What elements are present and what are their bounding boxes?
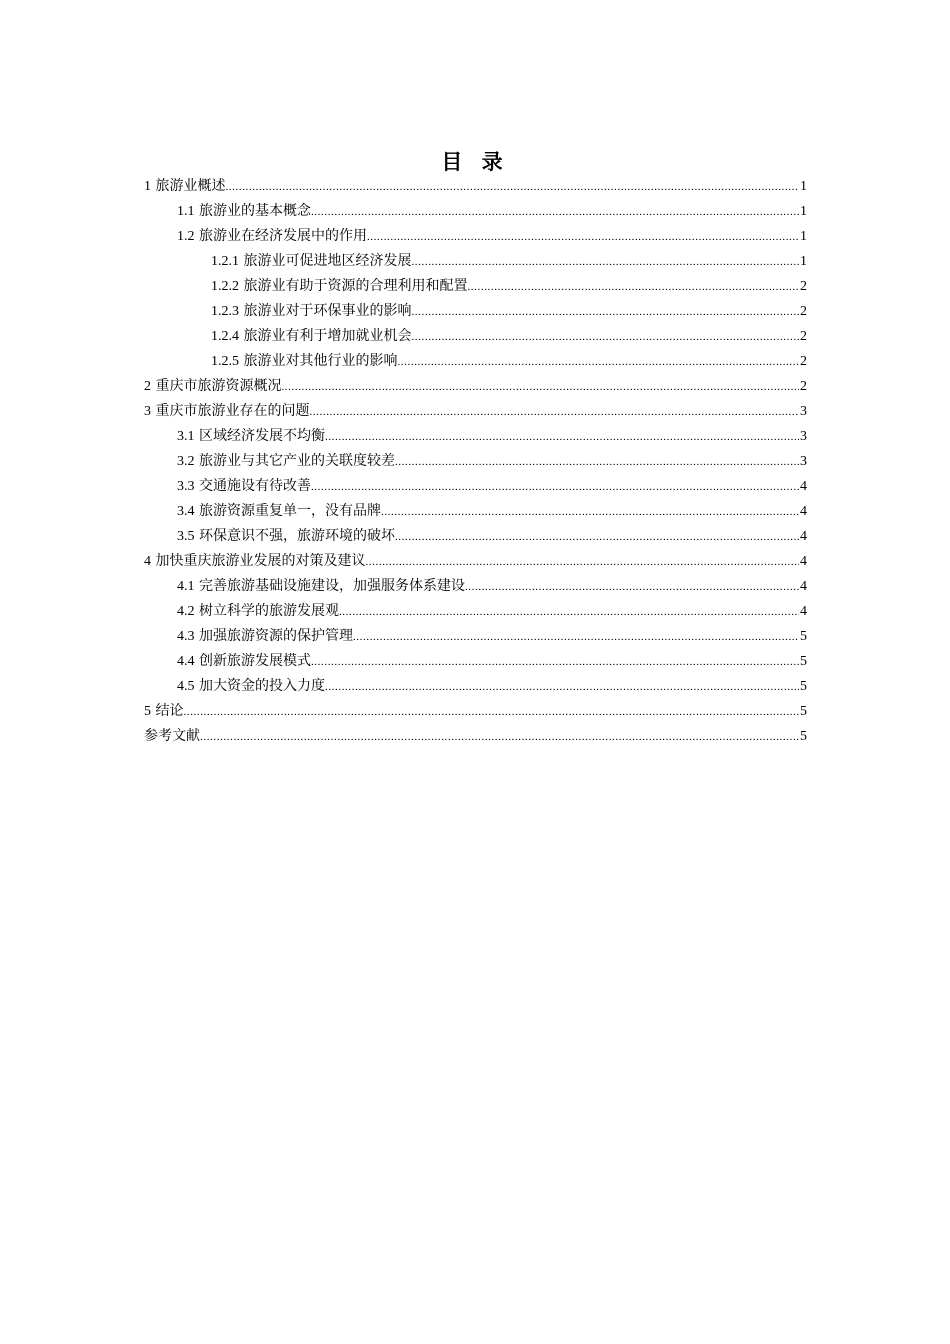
toc-entry-number: 4 (144, 554, 151, 569)
toc-entry[interactable] (144, 374, 807, 399)
toc-entry[interactable] (144, 474, 807, 499)
toc-title: 目 录 (441, 149, 509, 174)
toc-entry-title: 树立科学的旅游发展观 (198, 603, 339, 619)
toc-entry-label (211, 324, 411, 349)
toc-page-number: 5 (800, 704, 807, 719)
toc-entry-title: 加强旅游资源的保护管理 (198, 628, 353, 644)
toc-entry-label (177, 424, 325, 449)
toc-entry-label (144, 174, 225, 199)
toc-dot-leader (339, 599, 799, 624)
toc-entry-title: 旅游业对于环保事业的影响 (243, 303, 412, 319)
toc-entry-title: 旅游业有助于资源的合理利用和配置 (243, 278, 468, 294)
toc-entry-number: 1.2.1 (211, 254, 239, 269)
toc-entry-title: 参考文献 (144, 728, 200, 744)
toc-entry-title: 创新旅游发展模式 (198, 653, 311, 669)
toc-page-number: 3 (800, 429, 807, 444)
toc-entry-title: 旅游业概述 (155, 178, 226, 194)
toc-entry-label (177, 574, 465, 599)
toc-page-number: 4 (800, 529, 807, 544)
toc-dot-leader (465, 574, 799, 599)
toc-entry-number: 3.2 (177, 454, 195, 469)
toc-entry-number: 1.2.5 (211, 354, 239, 369)
toc-entry-label (211, 274, 467, 299)
toc-page-number: 1 (800, 229, 807, 244)
toc-entry-number: 1 (144, 179, 151, 194)
toc-page-number: 3 (800, 454, 807, 469)
toc-dot-leader (325, 674, 799, 699)
toc-entry-title: 结论 (155, 703, 184, 719)
toc-entry[interactable] (144, 274, 807, 299)
toc-entry-title: 完善旅游基础设施建设，加强服务体系建设 (198, 578, 465, 594)
toc-page-number: 2 (800, 329, 807, 344)
toc-entry-label (144, 399, 309, 424)
toc-dot-leader (381, 499, 799, 524)
toc-entry[interactable] (144, 424, 807, 449)
toc-entry-label (177, 499, 381, 524)
toc-entry-title: 旅游业对其他行业的影响 (243, 353, 398, 369)
toc-entry[interactable] (144, 674, 807, 699)
toc-entry-title: 旅游业与其它产业的关联度较差 (198, 453, 395, 469)
toc-entry-label (177, 599, 339, 624)
toc-entry-number: 5 (144, 704, 151, 719)
toc-entry-label (144, 374, 281, 399)
toc-entry-title: 旅游业可促进地区经济发展 (243, 253, 412, 269)
toc-entry[interactable] (144, 524, 807, 549)
toc-entry[interactable] (144, 549, 807, 574)
toc-entry-label (211, 349, 397, 374)
toc-dot-leader (311, 199, 799, 224)
toc-entry-number: 3 (144, 404, 151, 419)
toc-dot-leader (311, 649, 799, 674)
toc-entry-title: 区域经济发展不均衡 (198, 428, 325, 444)
toc-entry-label (177, 624, 353, 649)
toc-entry-number: 1.2.4 (211, 329, 239, 344)
toc-entry[interactable] (144, 599, 807, 624)
toc-entry-title: 旅游资源重复单一，没有品牌 (198, 503, 381, 519)
toc-entry[interactable] (144, 449, 807, 474)
toc-entry[interactable] (144, 249, 807, 274)
toc-entry[interactable] (144, 399, 807, 424)
toc-entry[interactable] (144, 724, 807, 749)
toc-dot-leader (395, 449, 799, 474)
toc-entry-label (177, 474, 311, 499)
toc-page-number: 1 (800, 179, 807, 194)
toc-entry-number: 3.1 (177, 429, 195, 444)
toc-entry-number: 2 (144, 379, 151, 394)
table-of-contents (144, 174, 807, 749)
toc-dot-leader (311, 474, 799, 499)
toc-entry-number: 4.3 (177, 629, 195, 644)
toc-dot-leader (411, 324, 799, 349)
toc-entry-label (177, 449, 395, 474)
toc-page-number: 4 (800, 554, 807, 569)
toc-dot-leader (411, 249, 799, 274)
toc-dot-leader (367, 224, 799, 249)
toc-entry[interactable] (144, 499, 807, 524)
toc-entry-title: 交通施设有待改善 (198, 478, 311, 494)
toc-dot-leader (353, 624, 799, 649)
toc-entry-number: 1.1 (177, 204, 195, 219)
toc-entry-title: 加快重庆旅游业发展的对策及建议 (155, 553, 366, 569)
toc-entry-label (177, 649, 311, 674)
toc-dot-leader (365, 549, 799, 574)
toc-page-number: 5 (800, 729, 807, 744)
toc-dot-leader (281, 374, 799, 399)
toc-entry[interactable] (144, 574, 807, 599)
toc-page-number: 5 (800, 654, 807, 669)
toc-entry[interactable] (144, 199, 807, 224)
toc-entry-label (177, 674, 325, 699)
toc-dot-leader (309, 399, 799, 424)
toc-entry-number: 3.3 (177, 479, 195, 494)
toc-entry-title: 环保意识不强，旅游环境的破坏 (198, 528, 395, 544)
toc-page-number: 4 (800, 504, 807, 519)
toc-dot-leader (397, 349, 799, 374)
toc-page-number: 3 (800, 404, 807, 419)
toc-entry-title: 旅游业在经济发展中的作用 (198, 228, 367, 244)
toc-entry-number: 1.2.3 (211, 304, 239, 319)
toc-entry[interactable] (144, 224, 807, 249)
toc-dot-leader (183, 699, 799, 724)
toc-entry-label (144, 724, 200, 749)
toc-entry[interactable] (144, 174, 807, 199)
toc-page-number: 1 (800, 254, 807, 269)
toc-entry-label (144, 549, 365, 574)
toc-entry-label (144, 699, 183, 724)
toc-page-number: 4 (800, 479, 807, 494)
toc-dot-leader (467, 274, 799, 299)
toc-entry-number: 3.5 (177, 529, 195, 544)
toc-entry-number: 1.2.2 (211, 279, 239, 294)
toc-dot-leader (411, 299, 799, 324)
toc-page-number: 2 (800, 354, 807, 369)
toc-entry-title: 旅游业的基本概念 (198, 203, 311, 219)
toc-dot-leader (225, 174, 799, 199)
toc-page-number: 5 (800, 679, 807, 694)
toc-entry[interactable] (144, 349, 807, 374)
toc-dot-leader (395, 524, 799, 549)
toc-entry-title: 旅游业有利于增加就业机会 (243, 328, 412, 344)
toc-entry-label (177, 224, 367, 249)
toc-entry-label (211, 249, 411, 274)
toc-entry[interactable] (144, 649, 807, 674)
toc-dot-leader (325, 424, 799, 449)
toc-entry-number: 4.5 (177, 679, 195, 694)
toc-entry-label (211, 299, 411, 324)
toc-entry-number: 1.2 (177, 229, 195, 244)
toc-page-number: 2 (800, 379, 807, 394)
toc-entry-title: 重庆市旅游业存在的问题 (155, 403, 310, 419)
toc-entry-label (177, 199, 311, 224)
toc-entry[interactable] (144, 299, 807, 324)
toc-entry-number: 4.2 (177, 604, 195, 619)
toc-entry[interactable] (144, 699, 807, 724)
toc-entry-number: 4.4 (177, 654, 195, 669)
toc-entry[interactable] (144, 324, 807, 349)
toc-entry-label (177, 524, 395, 549)
toc-dot-leader (200, 724, 799, 749)
toc-page-number: 4 (800, 579, 807, 594)
toc-entry-title: 重庆市旅游资源概况 (155, 378, 282, 394)
toc-page-number: 1 (800, 204, 807, 219)
toc-page-number: 5 (800, 629, 807, 644)
toc-page-number: 4 (800, 604, 807, 619)
toc-entry-number: 3.4 (177, 504, 195, 519)
toc-entry-title: 加大资金的投入力度 (198, 678, 325, 694)
toc-entry[interactable] (144, 624, 807, 649)
toc-entry-number: 4.1 (177, 579, 195, 594)
toc-page-number: 2 (800, 279, 807, 294)
toc-page-number: 2 (800, 304, 807, 319)
